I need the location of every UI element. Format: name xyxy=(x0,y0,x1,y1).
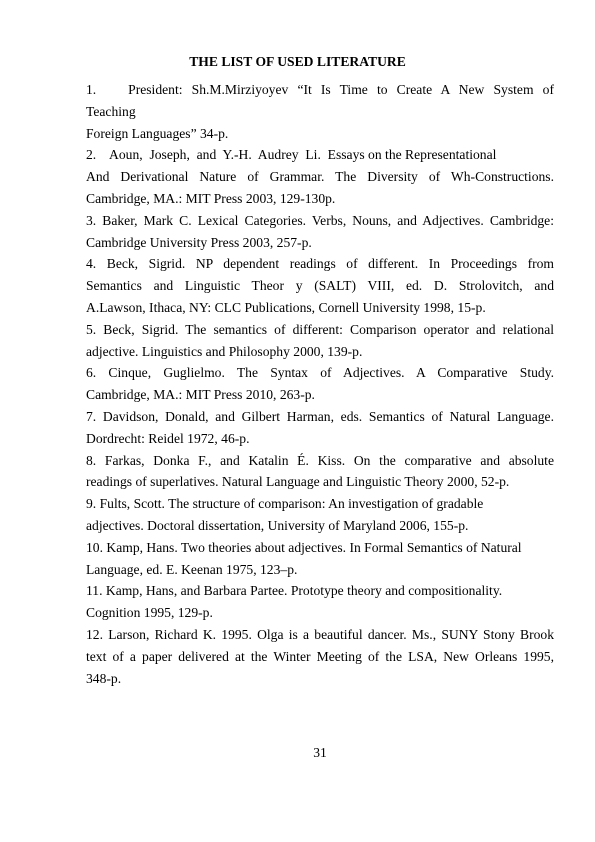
reference-line: 6. Cinque, Guglielmo. The Syntax of Adjectives. A Comparative Study. xyxy=(86,365,554,381)
reference-item-5 xyxy=(86,319,554,363)
reference-line: Teaching xyxy=(86,103,136,119)
reference-line: Cognition 1995, 129-p. xyxy=(86,605,213,621)
reference-line: 4. Beck, Sigrid. NP dependent readings of different. In Proceedings from xyxy=(86,256,554,272)
reference-line: A.Lawson, Ithaca, NY: CLC Publications, Cornell University 1998, 15-p. xyxy=(86,299,486,315)
reference-item-11 xyxy=(86,580,554,624)
reference-line: 9. Fults, Scott. The structure of comparison: An investigation of gradable xyxy=(86,496,484,512)
reference-item-9 xyxy=(86,493,554,537)
reference-line: Dordrecht: Reidel 1972, 46-p. xyxy=(86,430,250,446)
reference-line: 12. Larson, Richard K. 1995. Olga is a beautiful dancer. Ms., SUNY Stony Brook xyxy=(86,626,554,642)
reference-line: 10. Kamp, Hans. Two theories about adjectives. In Formal Semantics of Natural xyxy=(86,539,522,555)
reference-line: readings of superlatives. Natural Language and Linguistic Theory 2000, 52-p. xyxy=(86,474,510,490)
reference-line: Cambridge, MA.: MIT Press 2010, 263-p. xyxy=(86,387,315,403)
reference-line: Language, ed. E. Keenan 1975, 123–p. xyxy=(86,561,298,577)
reference-list xyxy=(86,79,554,689)
reference-line: Cambridge University Press 2003, 257-p. xyxy=(86,234,312,250)
reference-line: And Derivational Nature of Grammar. The Diversity of Wh-Constructions. xyxy=(86,169,554,185)
reference-line: adjective. Linguistics and Philosophy 2000, 139-p. xyxy=(86,343,363,359)
reference-line: 8. Farkas, Donka F., and Katalin É. Kiss. On the comparative and absolute xyxy=(86,452,554,468)
reference-line: 5. Beck, Sigrid. The semantics of different: Comparison operator and relational xyxy=(86,321,554,337)
reference-item-10 xyxy=(86,537,554,581)
reference-item-1 xyxy=(86,79,554,144)
reference-line: 3. Baker, Mark C. Lexical Categories. Verbs, Nouns, and Adjectives. Cambridge: xyxy=(86,212,554,228)
reference-item-6 xyxy=(86,362,554,406)
page-title: THE LIST OF USED LITERATURE xyxy=(189,54,406,69)
reference-item-4 xyxy=(86,253,554,318)
reference-item-8 xyxy=(86,450,554,494)
reference-line: 1. President: Sh.M.Mirziyoyev “It Is Time to Create A New System of xyxy=(86,82,554,97)
reference-item-3 xyxy=(86,210,554,254)
reference-line: Foreign Languages” 34-p. xyxy=(86,125,229,141)
reference-line: 2. Aoun, Joseph, and Y.-H. Audrey Li. Essays on the Representational xyxy=(86,147,497,163)
reference-line: Semantics and Linguistic Theor y (SALT) VIII, ed. D. Strolovitch, and xyxy=(86,278,554,294)
reference-line: 7. Davidson, Donald, and Gilbert Harman, eds. Semantics of Natural Language. xyxy=(86,408,554,424)
reference-line: 348-p. xyxy=(86,670,122,686)
reference-item-12 xyxy=(86,624,554,689)
reference-line: adjectives. Doctoral dissertation, University of Maryland 2006, 155-p. xyxy=(86,517,469,533)
reference-line: text of a paper delivered at the Winter Meeting of the LSA, New Orleans 1995, xyxy=(86,648,554,664)
reference-line: Cambridge, MA.: MIT Press 2003, 129-130p. xyxy=(86,190,336,206)
reference-item-7 xyxy=(86,406,554,450)
reference-item-2 xyxy=(86,144,554,209)
page-number: 31 xyxy=(313,745,327,760)
reference-line: 11. Kamp, Hans, and Barbara Partee. Prototype theory and compositionality. xyxy=(86,583,503,599)
